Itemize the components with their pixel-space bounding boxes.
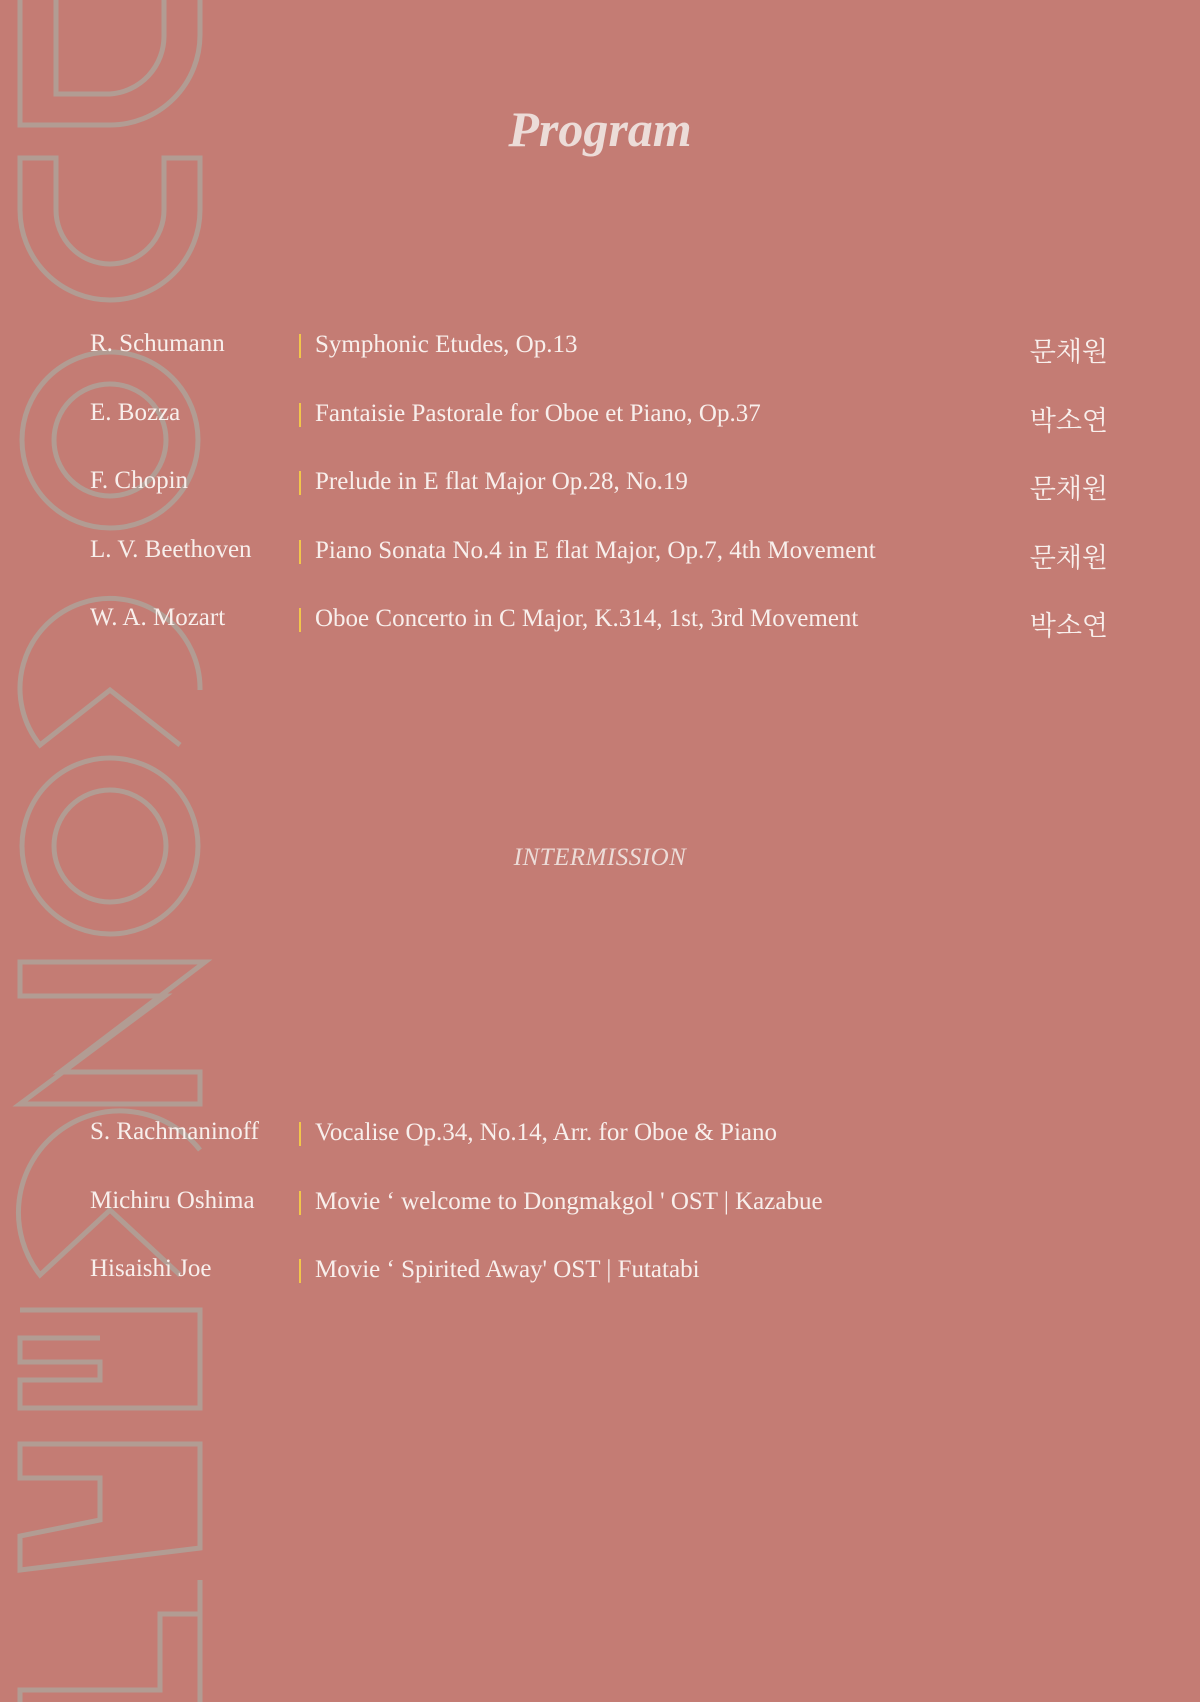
piece-title: Symphonic Etudes, Op.13 bbox=[315, 331, 578, 358]
program-row bbox=[90, 1187, 1110, 1256]
watermark-letter-r bbox=[20, 1444, 200, 1570]
divider-bar bbox=[299, 1191, 301, 1215]
divider-bar bbox=[299, 608, 301, 632]
performer-name: 박소연 bbox=[1029, 611, 1108, 642]
piece-title: Movie ‘ welcome to Dongmakgol ' OST | Kazabue bbox=[315, 1187, 823, 1215]
composer-name: E. Bozza bbox=[90, 398, 181, 426]
performer-name: 문채원 bbox=[1029, 337, 1108, 368]
performer-name: 문채원 bbox=[1029, 474, 1108, 505]
watermark-letter-u bbox=[20, 158, 200, 300]
piece-title: Piano Sonata No.4 in E flat Major, Op.7, 4th Movement bbox=[315, 536, 876, 564]
program-row bbox=[90, 399, 1110, 468]
program-row bbox=[90, 1118, 1110, 1187]
composer-name: F. Chopin bbox=[90, 467, 189, 494]
intermission-label: INTERMISSION bbox=[513, 844, 687, 871]
program-row bbox=[90, 1255, 1110, 1324]
program-row bbox=[90, 330, 1110, 399]
piece-title: Prelude in E flat Major Op.28, No.19 bbox=[315, 468, 688, 495]
page-title: Program bbox=[508, 101, 692, 157]
divider-bar bbox=[299, 1122, 301, 1146]
performer-name: 박소연 bbox=[1029, 405, 1108, 437]
divider-bar bbox=[299, 403, 301, 427]
divider-bar bbox=[299, 471, 301, 495]
piece-title: Movie ‘ Spirited Away' OST | Futatabi bbox=[315, 1256, 700, 1283]
program-row bbox=[90, 467, 1110, 536]
watermark-letter-n bbox=[20, 962, 205, 1104]
divider-bar bbox=[299, 334, 301, 358]
piece-title: Vocalise Op.34, No.14, Arr. for Oboe & Piano bbox=[315, 1119, 777, 1146]
composer-name: R. Schumann bbox=[90, 330, 225, 357]
performer-name: 문채원 bbox=[1029, 542, 1108, 574]
program-first-half bbox=[90, 330, 1110, 673]
composer-name: S. Rachmaninoff bbox=[90, 1118, 259, 1145]
watermark-letter-e bbox=[20, 1310, 200, 1408]
divider-bar bbox=[299, 540, 301, 564]
program-row bbox=[90, 536, 1110, 605]
composer-name: Michiru Oshima bbox=[90, 1186, 255, 1214]
piece-title: Fantaisie Pastorale for Oboe et Piano, Op.37 bbox=[315, 399, 761, 427]
composer-name: Hisaishi Joe bbox=[90, 1255, 212, 1282]
watermark-letter-t bbox=[20, 1580, 200, 1702]
composer-name: L. V. Beethoven bbox=[90, 535, 252, 563]
program-row bbox=[90, 604, 1110, 673]
program-second-half bbox=[90, 1118, 1110, 1324]
piece-title: Oboe Concerto in C Major, K.314, 1st, 3rd Movement bbox=[315, 605, 859, 632]
composer-name: W. A. Mozart bbox=[90, 604, 226, 631]
divider-bar bbox=[299, 1259, 301, 1283]
